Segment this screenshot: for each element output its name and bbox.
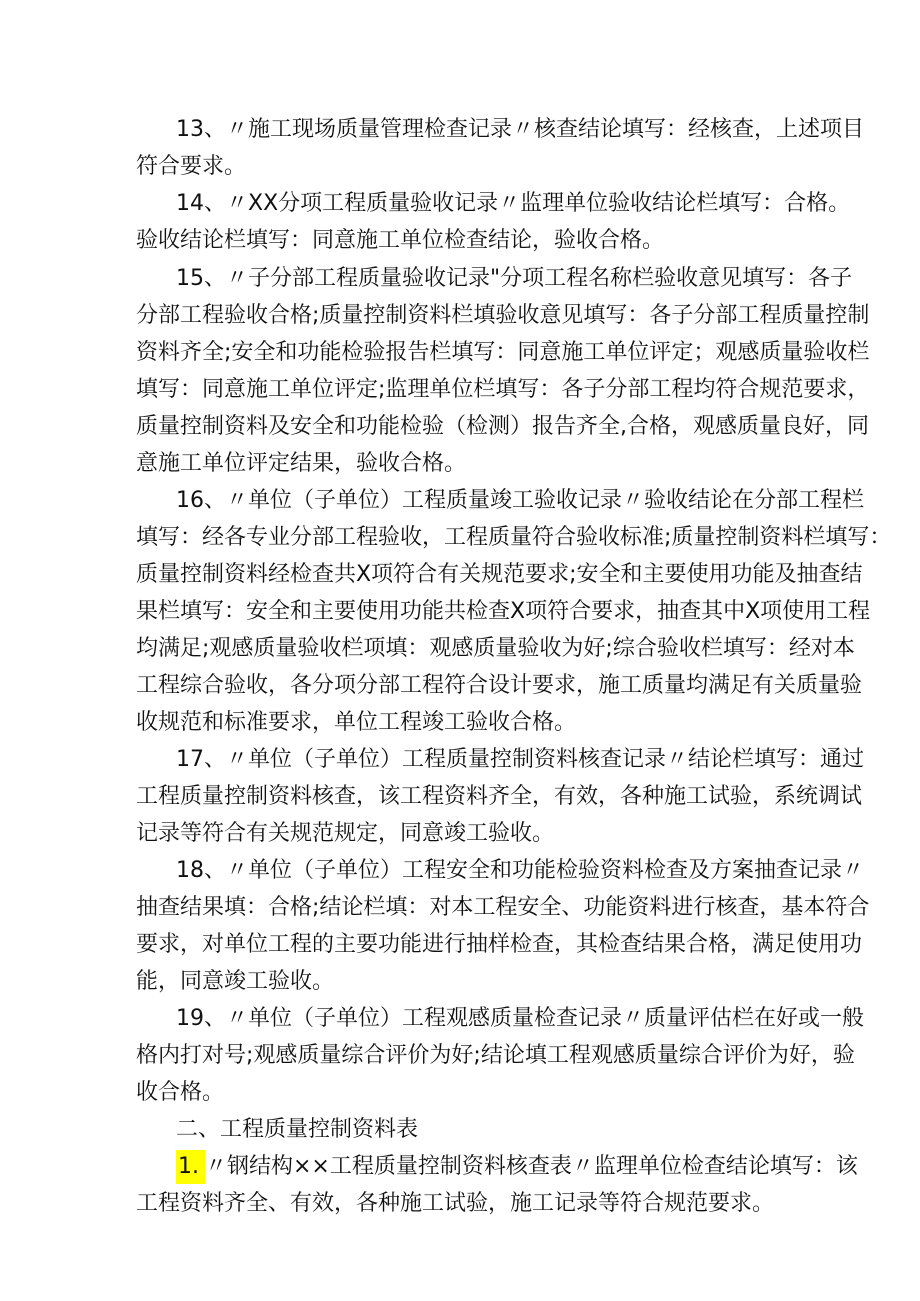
text-line: 收规范和标准要求，单位工程竣工验收合格。	[136, 710, 577, 735]
text-line	[176, 1150, 858, 1184]
text-line: 18、〃单位（子单位）工程安全和功能检验资料检查及方案抽查记录〃	[176, 858, 864, 883]
text-line: 资料齐全;安全和功能检验报告栏填写：同意施工单位评定；观感质量验收栏	[136, 340, 870, 365]
text-line: 填写：同意施工单位评定;监理单位栏填写：各子分部工程均符合规范要求，	[136, 377, 870, 402]
text-line: 19、〃单位（子单位）工程观感质量检查记录〃质量评估栏在好或一般	[176, 1006, 864, 1031]
text-line: 记录等符合有关规范规定，同意竣工验收。	[136, 821, 555, 846]
text-line: 16、〃单位（子单位）工程质量竣工验收记录〃验收结论在分部工程栏	[176, 488, 864, 513]
text-line: 格内打对号;观感质量综合评价为好;结论填工程观感质量综合评价为好，验	[136, 1043, 855, 1068]
text-line: 分部工程验收合格;质量控制资料栏填验收意见填写：各子分部工程质量控制	[136, 303, 870, 328]
section-heading: 二、工程质量控制资料表	[176, 1117, 419, 1142]
text-line: 14、〃XX分项工程质量验收记录〃监理单位验收结论栏填写：合格。	[176, 191, 851, 216]
text-line-content: 〃钢结构××工程质量控制资料核查表〃监理单位检查结论填写：该	[205, 1154, 858, 1179]
text-line: 符合要求。	[136, 154, 247, 179]
text-line: 13、〃施工现场质量管理检查记录〃核查结论填写：经核查，上述项目	[176, 117, 864, 142]
text-line: 质量控制资料经检查共X项符合有关规范要求;安全和主要使用功能及抽查结	[136, 562, 863, 587]
text-line: 工程资料齐全、有效，各种施工试验，施工记录等符合规范要求。	[136, 1191, 775, 1216]
text-line: 果栏填写：安全和主要使用功能共检查X项符合要求，抽查其中X项使用工程	[136, 599, 871, 624]
text-line: 工程综合验收，各分项分部工程符合设计要求，施工质量均满足有关质量验	[136, 673, 863, 698]
text-line: 能，同意竣工验收。	[136, 969, 335, 994]
text-line: 验收结论栏填写：同意施工单位检查结论，验收合格。	[136, 228, 665, 253]
text-line: 抽查结果填：合格;结论栏填：对本工程安全、功能资料进行核查，基本符合	[136, 895, 870, 920]
highlighted-item-number: 1.	[176, 1150, 205, 1184]
text-line: 意施工单位评定结果，验收合格。	[136, 451, 467, 476]
text-line: 17、〃单位（子单位）工程质量控制资料核查记录〃结论栏填写：通过	[176, 747, 864, 772]
text-line: 均满足;观感质量验收栏项填：观感质量验收为好;综合验收栏填写：经对本	[136, 636, 855, 661]
text-line: 15、〃子分部工程质量验收记录"分项工程名称栏验收意见填写：各子	[176, 266, 853, 291]
text-line: 要求，对单位工程的主要功能进行抽样检查，其检查结果合格，满足使用功	[136, 932, 863, 957]
text-line: 工程质量控制资料核查，该工程资料齐全，有效，各种施工试验，系统调试	[136, 784, 863, 809]
text-line: 填写：经各专业分部工程验收，工程质量符合验收标准;质量控制资料栏填写：	[136, 525, 892, 550]
text-line: 收合格。	[136, 1080, 225, 1105]
text-line: 质量控制资料及安全和功能检验（检测）报告齐全,合格，观感质量良好，同	[136, 414, 869, 439]
